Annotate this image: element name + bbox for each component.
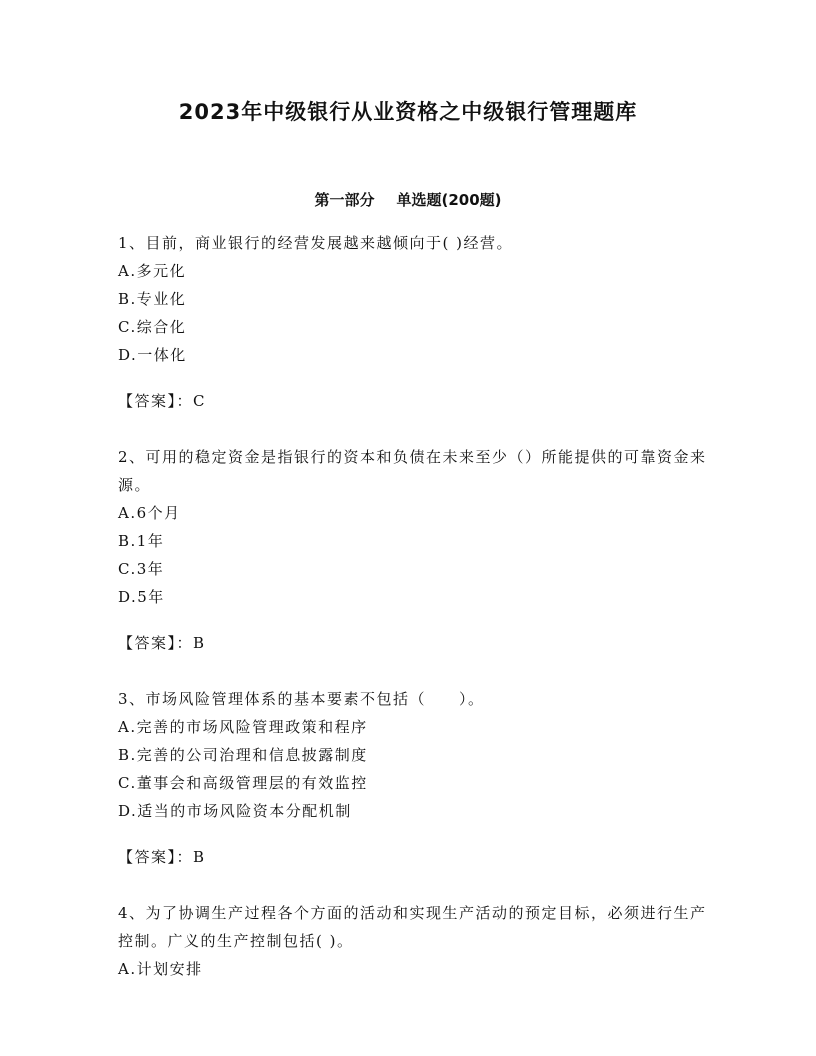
answer-label: 【答案】：	[118, 392, 194, 410]
question-stem: 1、目前，商业银行的经营发展越来越倾向于( )经营。	[118, 234, 514, 252]
document-title: 2023年中级银行从业资格之中级银行管理题库	[178, 100, 638, 124]
question-3	[118, 685, 708, 899]
section-type: 单选题(200题)	[396, 191, 502, 209]
question-stem: 3、市场风险管理体系的基本要素不包括（ ）。	[118, 690, 485, 708]
answer-line	[118, 843, 708, 899]
option-d: D.适当的市场风险资本分配机制	[118, 802, 352, 820]
option-d: D.一体化	[118, 346, 187, 364]
option-a: A.多元化	[118, 262, 187, 280]
option-a: A.完善的市场风险管理政策和程序	[118, 718, 368, 736]
option-c: C.董事会和高级管理层的有效监控	[118, 774, 368, 792]
section-heading	[0, 189, 816, 210]
option-b: B.完善的公司治理和信息披露制度	[118, 746, 368, 764]
question-list	[118, 229, 708, 983]
answer-line	[118, 629, 708, 685]
option-a: A.6个月	[118, 504, 181, 522]
question-4	[118, 899, 708, 983]
option-c: C.综合化	[118, 318, 187, 336]
option-a: A.计划安排	[118, 960, 203, 978]
answer-line	[118, 387, 708, 443]
question-stem: 2、可用的稳定资金是指银行的资本和负债在未来至少（）所能提供的可靠资金来源。	[118, 448, 707, 494]
answer-label: 【答案】：	[118, 848, 194, 866]
option-c: C.3年	[118, 560, 165, 578]
answer-value: C	[193, 392, 206, 410]
section-part: 第一部分	[314, 191, 375, 209]
answer-label: 【答案】：	[118, 634, 194, 652]
answer-value: B	[193, 848, 206, 866]
question-1	[118, 229, 708, 443]
option-b: B.专业化	[118, 290, 187, 308]
question-stem: 4、为了协调生产过程各个方面的活动和实现生产活动的预定目标，必须进行生产控制。广义的生产控制包括( )。	[118, 904, 707, 950]
option-d: D.5年	[118, 588, 165, 606]
option-b: B.1年	[118, 532, 165, 550]
question-2	[118, 443, 708, 685]
answer-value: B	[193, 634, 206, 652]
